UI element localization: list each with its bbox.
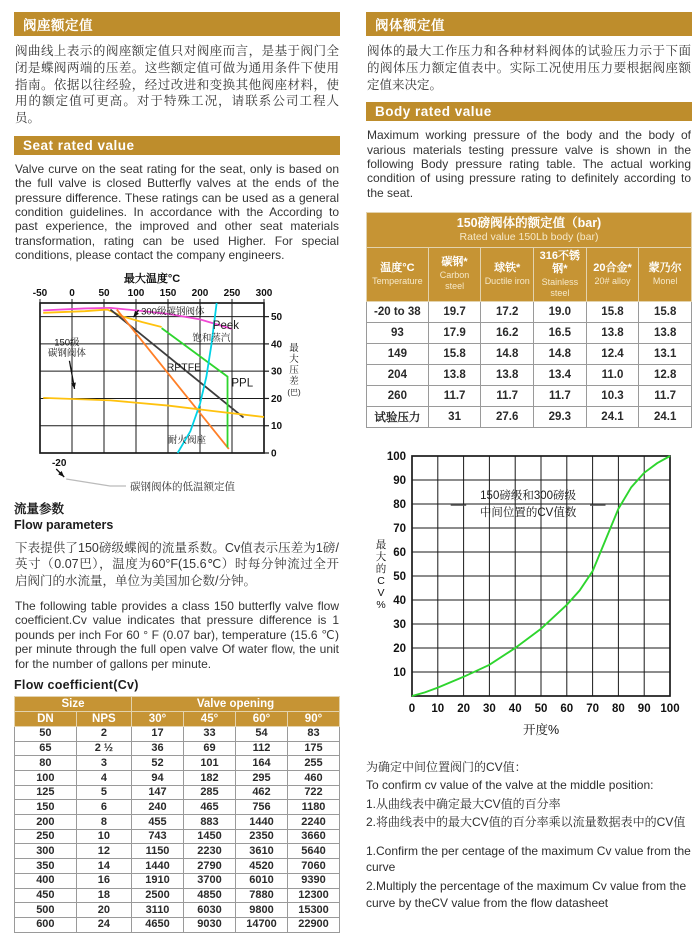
cv-table-cell: 300 (15, 844, 77, 859)
cv-table-cell: 9390 (288, 873, 340, 888)
body-table-row (367, 406, 692, 427)
left-column (14, 8, 340, 933)
col-header-cn: 球铁* (494, 261, 521, 274)
series-ppl (162, 329, 228, 448)
body-table-title-en: Rated value 150Lb body (bar) (459, 231, 599, 244)
flow-parameters-title-cn: 流量参数 (14, 502, 65, 517)
cv-table-cell: 2230 (184, 844, 236, 859)
x-tick-label: 150 (159, 288, 177, 300)
col-header-en: Stainless steel (541, 277, 579, 298)
cv-table-row (15, 741, 340, 756)
seat-rating-chart (14, 269, 340, 495)
y-tick-label: 20 (271, 394, 283, 406)
cv-table-row (15, 917, 340, 932)
cv-table-cell: 14700 (236, 917, 288, 932)
x-tick-label: 0 (408, 702, 416, 715)
x-tick-label: 50 (98, 288, 110, 300)
cv-col-dn: DN (15, 711, 77, 726)
body-table-cell: 14.8 (534, 343, 587, 364)
x-tick-label: 40 (508, 702, 522, 715)
y-tick-label: 50 (271, 312, 283, 324)
flow-paragraph-en: The following table provides a class 150 butterfly valve flow coefficient.Cv value indicates that pressure difference is 1 pounds per inch For 60 ° F (0.07 bar), temperature (15.6 ℃) per minute through the full open valve Of water flow, the unit for the number of gallons per minute. (15, 598, 339, 671)
cv-table-cell: 20 (76, 903, 131, 918)
y-axis-label-char: % (376, 598, 386, 611)
cv-table-cell: 1150 (132, 844, 184, 859)
cv-table-cell: 3610 (236, 844, 288, 859)
cv-table-cell: 2240 (288, 815, 340, 830)
y-axis-label-char: 压 (289, 365, 299, 377)
cv-table-cell: 125 (15, 785, 77, 800)
cv-table-cell: 6030 (184, 903, 236, 918)
cv-table-cell: 4650 (132, 917, 184, 932)
cv-table-cell: 400 (15, 873, 77, 888)
seat-rated-header-cn: 阀座额定值 (14, 12, 340, 36)
y-tick-label: 80 (393, 498, 406, 511)
col-header-en: Monel (652, 275, 678, 286)
note-step2-cn: 2.将曲线表中的最大CV值的百分率乘以流量数据表中的CV值 (366, 815, 686, 830)
note-step1-cn: 1.从曲线表中确定最大CV值的百分率 (366, 796, 561, 811)
chart-label: 150级 (54, 337, 80, 349)
chart-annotation-line2: 中间位置的CV值数 (479, 506, 577, 519)
body-table-col-header (586, 247, 639, 301)
body-table-cell: 24.1 (586, 406, 639, 427)
body-table-cell: 149 (367, 343, 429, 364)
col-header-cn: 碳钢* (441, 256, 468, 269)
body-table-cell: 13.4 (534, 364, 587, 385)
x-tick-label: 80 (612, 702, 625, 715)
cv-table-row (15, 888, 340, 903)
cv-table-cell: 6 (76, 800, 131, 815)
x-tick-label: 10 (431, 702, 445, 715)
body-rated-header-en: Body rated value (366, 102, 692, 121)
body-table-cell: 17.9 (428, 322, 481, 343)
body-table-cell: 14.8 (481, 343, 534, 364)
cv-table-row (15, 815, 340, 830)
x-tick-label: 60 (560, 702, 574, 715)
col-header-cn: 蒙乃尔 (648, 261, 682, 274)
x-tick-label: 0 (69, 288, 75, 300)
cv-table-cell: 4520 (236, 859, 288, 874)
body-table-header-row (367, 247, 692, 301)
cv-table-cell: 182 (184, 771, 236, 786)
cv-table-row (15, 844, 340, 859)
x-tick-label: 250 (223, 288, 241, 300)
cv-table-cell: 255 (288, 756, 340, 771)
cv-table-cell: 22900 (288, 917, 340, 932)
cv-table-cell: 17 (132, 726, 184, 741)
cv-col-30: 30° (132, 711, 184, 726)
cv-table-row (15, 903, 340, 918)
y-tick-label: 90 (393, 474, 406, 487)
body-table-cell: 11.7 (534, 385, 587, 406)
body-table-title-row (367, 213, 692, 247)
col-header-cn: 316不锈钢* (539, 249, 581, 276)
body-table-title-cn: 150磅阀体的额定值（bar) (456, 216, 602, 231)
cv-table-cell: 4850 (184, 888, 236, 903)
cv-table-cell: 36 (132, 741, 184, 756)
body-table-cell: 11.7 (481, 385, 534, 406)
body-table-cell: 17.2 (481, 301, 534, 322)
cv-table-cell: 5640 (288, 844, 340, 859)
cv-table-cell: 80 (15, 756, 77, 771)
body-table-cell: 13.8 (428, 364, 481, 385)
body-table-cell: 29.3 (534, 406, 587, 427)
cv-table-cell: 295 (236, 771, 288, 786)
body-table-col-header (639, 247, 692, 301)
cv-percentage-chart (366, 444, 694, 740)
cv-table-cell: 8 (76, 815, 131, 830)
cv-table-cell: 3110 (132, 903, 184, 918)
cv-table-cell: 883 (184, 815, 236, 830)
low-temp-footnote: 碳钢阀体的低温额定值 (130, 481, 235, 494)
body-table-col-header (428, 247, 481, 301)
body-table-cell: 15.8 (639, 301, 692, 322)
flow-parameters-heading (14, 502, 340, 533)
flow-coefficient-table (14, 696, 340, 933)
note-line1-cn: 为确定中间位置阀门的CV值： (366, 759, 527, 774)
body-table-col-header (534, 247, 587, 301)
body-table-row (367, 364, 692, 385)
cv-table-cell: 101 (184, 756, 236, 771)
cv-table-cell: 2 (76, 726, 131, 741)
body-table-cell: 19.7 (428, 301, 481, 322)
body-table-cell: 12.8 (639, 364, 692, 385)
cv-table-cell: 350 (15, 859, 77, 874)
note-line1-en: To confirm cv value of the valve at the middle position: (366, 778, 654, 793)
body-table-col-header (481, 247, 534, 301)
seat-paragraph-en: Valve curve on the seat rating for the seat, only is based on the full valve is closed Butterfly valves at the ends of the pressure difference. These ratings can be used as a general condition guidelines. In accordance with the According to past experience, the improved and other seat materials transformation, rating can be used Higher. For special conditions, please contact the company engineers. (15, 161, 339, 263)
series-saturated-steam (178, 303, 217, 453)
chart-label: 耐火阀座 (168, 435, 207, 447)
cv-table-cell: 9800 (236, 903, 288, 918)
x-tick-label: 70 (586, 702, 599, 715)
cv-table-cell: 1450 (184, 829, 236, 844)
cv-col-nps: NPS (76, 711, 131, 726)
body-table-cell: 13.8 (639, 322, 692, 343)
cv-table-cell: 12300 (288, 888, 340, 903)
body-table-row (367, 301, 692, 322)
low-temp-tick-label: -20 (51, 458, 67, 470)
col-header-cn: 温度°C (380, 261, 415, 274)
cv-group-size: Size (15, 696, 132, 711)
cv-table-cell: 14 (76, 859, 131, 874)
body-table-cell: 31 (428, 406, 481, 427)
y-axis-label-char: 的 (375, 562, 387, 575)
cv-table-cell: 743 (132, 829, 184, 844)
x-tick-label: 50 (534, 702, 548, 715)
flow-parameters-title-en: Flow parameters (14, 518, 114, 533)
cv-table-cell: 462 (236, 785, 288, 800)
cv-table-cell: 50 (15, 726, 77, 741)
body-table-cell: -20 to 38 (367, 301, 429, 322)
cv-table-cell: 5 (76, 785, 131, 800)
cv-table-row (15, 829, 340, 844)
cv-table-cell: 1440 (132, 859, 184, 874)
cv-table-cell: 3660 (288, 829, 340, 844)
y-tick-label: 10 (393, 666, 406, 679)
y-axis-label-char: 差 (289, 376, 299, 388)
body-table-cell: 12.4 (586, 343, 639, 364)
x-tick-label: 200 (191, 288, 209, 300)
cv-table-cell: 250 (15, 829, 77, 844)
x-tick-label: 30 (483, 702, 496, 715)
right-column (366, 8, 692, 933)
cv-table-cell: 3 (76, 756, 131, 771)
y-axis-label-char: V (377, 586, 385, 599)
cv-notes (366, 759, 692, 911)
cv-table-row (15, 873, 340, 888)
col-header-en: 20# alloy (594, 275, 631, 286)
y-tick-label: 0 (271, 448, 277, 460)
seat-rated-header-en: Seat rated value (14, 136, 340, 155)
cv-table-cell: 200 (15, 815, 77, 830)
body-table-cell: 13.8 (586, 322, 639, 343)
cv-table-cell: 4 (76, 771, 131, 786)
y-tick-label: 100 (386, 450, 406, 463)
cv-table-cell: 147 (132, 785, 184, 800)
body-table-cell: 15.8 (428, 343, 481, 364)
y-tick-label: 70 (393, 522, 406, 535)
col-header-cn: 20合金* (593, 261, 632, 274)
cv-table-cell: 54 (236, 726, 288, 741)
body-table-row (367, 385, 692, 406)
body-rating-table (366, 212, 692, 427)
body-table-cell: 10.3 (586, 385, 639, 406)
cv-table-cell: 69 (184, 741, 236, 756)
cv-table-row (15, 785, 340, 800)
cv-group-valve-opening: Valve opening (132, 696, 340, 711)
cv-table-cell: 9030 (184, 917, 236, 932)
cv-table-cell: 2350 (236, 829, 288, 844)
cv-table-cell: 460 (288, 771, 340, 786)
x-tick-label: -50 (32, 288, 48, 300)
body-table-col-header (367, 247, 429, 301)
cv-col-60: 60° (236, 711, 288, 726)
x-axis-label: 开度% (522, 722, 560, 737)
chart-label: Peek (212, 320, 240, 333)
cv-table-cell: 1180 (288, 800, 340, 815)
chart-title-max-temperature: 最大温度°C (123, 273, 181, 286)
body-table-row (367, 343, 692, 364)
x-tick-label: 20 (457, 702, 470, 715)
cv-table-row (15, 800, 340, 815)
x-tick-label: 90 (637, 702, 651, 715)
chart-annotation-line1: 150磅级和300磅级 (480, 489, 577, 502)
cv-table-cell: 6010 (236, 873, 288, 888)
cv-table-cell: 1910 (132, 873, 184, 888)
cv-table-cell: 16 (76, 873, 131, 888)
body-table-cell: 13.8 (481, 364, 534, 385)
cv-table-cell: 500 (15, 903, 77, 918)
body-table-cell: 15.8 (586, 301, 639, 322)
y-axis-label-char: (巴) (287, 388, 301, 398)
cv-table-cell: 450 (15, 888, 77, 903)
y-axis-label-char: 最 (289, 343, 299, 355)
body-table-cell: 204 (367, 364, 429, 385)
body-table-cell: 16.2 (481, 322, 534, 343)
cv-table-cell: 164 (236, 756, 288, 771)
cv-table-cell: 10 (76, 829, 131, 844)
body-table-cell: 11.0 (586, 364, 639, 385)
cv-table-cell: 7060 (288, 859, 340, 874)
y-tick-label: 30 (271, 367, 283, 379)
cv-table-row (15, 756, 340, 771)
body-table-cell: 16.5 (534, 322, 587, 343)
x-tick-label: 100 (660, 702, 680, 715)
cv-table-cell: 7880 (236, 888, 288, 903)
cv-table-row (15, 771, 340, 786)
body-table-cell: 19.0 (534, 301, 587, 322)
chart-label: 碳钢阀体 (47, 348, 86, 360)
y-axis-label-char: 大 (289, 354, 299, 366)
cv-table-header-row (15, 711, 340, 726)
cv-table-cell: 112 (236, 741, 288, 756)
cv-table-cell: 722 (288, 785, 340, 800)
cv-table-cell: 65 (15, 741, 77, 756)
cv-table-cell: 150 (15, 800, 77, 815)
cv-table-cell: 1440 (236, 815, 288, 830)
y-tick-label: 60 (393, 546, 406, 559)
body-table-cell: 试验压力 (367, 406, 429, 427)
chart-label: RPTFE (166, 361, 202, 374)
cv-table-cell: 756 (236, 800, 288, 815)
cv-table-cell: 12 (76, 844, 131, 859)
body-table-row (367, 322, 692, 343)
cv-table-cell: 2500 (132, 888, 184, 903)
chart-label: PPL (231, 378, 254, 391)
body-table-cell: 11.7 (428, 385, 481, 406)
chart-label: 300级碳钢阀体 (141, 306, 205, 318)
y-axis-label-char: 大 (375, 550, 387, 563)
body-table-cell: 13.1 (639, 343, 692, 364)
cv-table-title: Flow coefficient(Cv) (14, 677, 139, 692)
cv-table-cell: 2790 (184, 859, 236, 874)
cv-table-cell: 3700 (184, 873, 236, 888)
y-axis-label-char: 最 (375, 538, 387, 551)
y-axis-label-char: C (377, 574, 385, 587)
body-table-cell: 27.6 (481, 406, 534, 427)
col-header-en: Ductile iron (484, 275, 530, 286)
cv-table-cell: 18 (76, 888, 131, 903)
body-rated-header-cn: 阀体额定值 (366, 12, 692, 36)
cv-col-45: 45° (184, 711, 236, 726)
body-table-cell: 24.1 (639, 406, 692, 427)
cv-col-90: 90° (288, 711, 340, 726)
body-table-cell: 93 (367, 322, 429, 343)
y-tick-label: 50 (393, 570, 406, 583)
chart-label: 饱和蒸汽 (192, 333, 231, 345)
seat-paragraph-cn: 阀曲线上表示的阀座额定值只对阀座而言，是基于阀门全闭是蝶阀两端的压差。这些额定值可做为通用条件下使用指南。依据以往经验，经过改进和变换其他阀座材料，使用的额定值可更高。对于特殊工况，请联系公司工程人员。 (15, 44, 339, 125)
cv-table-cell: 94 (132, 771, 184, 786)
cv-table-cell: 52 (132, 756, 184, 771)
body-table-cell: 260 (367, 385, 429, 406)
x-tick-label: 100 (127, 288, 145, 300)
note-step1-en: 1.Confirm the per centage of the maximum Cv value from the curve (366, 843, 691, 875)
cv-table-cell: 83 (288, 726, 340, 741)
cv-table-cell: 175 (288, 741, 340, 756)
y-tick-label: 40 (393, 594, 406, 607)
flow-paragraph-cn: 下表提供了150磅级蝶阀的流量系数。Cv值表示压差为1磅/英寸（0.07巴），温度为60°F(15.6℃）时每分钟流过全开启阀门的水流量，单位为美国加仑数/分钟。 (15, 540, 339, 589)
body-table-cell: 11.7 (639, 385, 692, 406)
y-tick-label: 10 (271, 421, 283, 433)
note-step2-en: 2.Multiply the percentage of the maximum Cv value from the curve by theCV value from the flow datasheet (366, 878, 687, 910)
cv-table-cell: 240 (132, 800, 184, 815)
col-header-en: Temperature (372, 275, 423, 286)
cv-table-row (15, 859, 340, 874)
cv-table-cell: 33 (184, 726, 236, 741)
cv-table-cell: 24 (76, 917, 131, 932)
cv-table-cell: 600 (15, 917, 77, 932)
y-tick-label: 40 (271, 339, 283, 351)
cv-table-group-header-row (15, 696, 340, 711)
body-paragraph-en: Maximum working pressure of the body and the body of various materials testing pressure valve is shown in the following Body pressure rating table. The actual working condition of using pressure rating to definitely according to the seat. (367, 128, 691, 200)
cv-table-cell: 100 (15, 771, 77, 786)
body-paragraph-cn: 阀体的最大工作压力和各种材料阀体的试验压力示于下面的阀体压力额定值表中。实际工况使用压力要根据阀座额定值来决定。 (367, 44, 691, 92)
y-tick-label: 20 (393, 642, 406, 655)
x-tick-label: 300 (255, 288, 273, 300)
y-tick-label: 30 (393, 618, 406, 631)
cv-table-row (15, 726, 340, 741)
col-header-en: Carbon steel (439, 270, 470, 291)
cv-table-cell: 465 (184, 800, 236, 815)
cv-table-cell: 285 (184, 785, 236, 800)
body-table-title (367, 213, 692, 247)
cv-table-cell: 2 ½ (76, 741, 131, 756)
cv-table-cell: 15300 (288, 903, 340, 918)
cv-table-cell: 455 (132, 815, 184, 830)
